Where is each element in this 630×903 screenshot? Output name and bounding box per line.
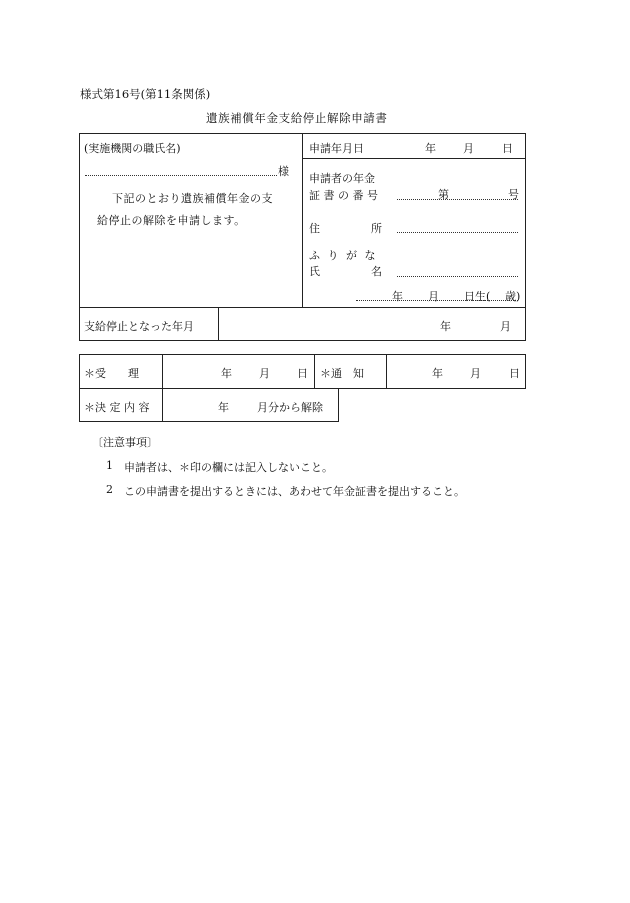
notes-heading: 〔注意事項〕 [92,436,158,449]
cert-label-line2: 証 書 の 番 号 [309,189,378,202]
honorific-sama: 様 [278,165,289,178]
suspension-label: 支給停止となった年月 [84,320,194,333]
lower-row2-right-border [338,388,339,422]
receipt-year: 年 [221,367,232,380]
decision-month-text: 月分から解除 [257,401,323,414]
application-date-year: 年 [425,142,436,155]
lower-divider-mid [314,354,315,389]
lower-row2-left-border [79,388,80,422]
name-field[interactable] [397,276,518,277]
lower-row2-bottom [79,421,339,422]
name-label-1: 氏 [309,265,320,278]
birth-year: 年 [392,290,403,303]
decision-label: ＊決 定 内 容 [84,401,150,414]
agency-name-field[interactable] [85,175,277,176]
notice-day: 日 [509,367,520,380]
notice-month: 月 [470,367,481,380]
suspension-year: 年 [440,320,451,333]
notice-label: ＊通 知 [320,367,364,380]
application-date-label: 申請年月日 [309,142,364,155]
cert-dai: 第 [438,188,449,201]
suspension-divider-vertical [218,307,219,341]
birth-day-born: 日生( [464,290,491,303]
notice-year: 年 [432,367,443,380]
cert-go: 号 [508,188,519,201]
application-date-day: 日 [502,142,513,155]
note-item-text: この申請書を提出するときには、あわせて年金証書を提出すること。 [124,485,465,498]
note-item-number: 2 [106,483,113,496]
receipt-month: 月 [259,367,270,380]
address-field[interactable] [397,232,518,233]
furigana-label: ふ り が な [309,249,378,262]
receipt-label: ＊受 理 [84,367,139,380]
birth-month: 月 [428,290,439,303]
cert-label-line1: 申請者の年金 [309,172,375,185]
date-row-divider [302,158,526,159]
suspension-row-divider [79,307,526,308]
birth-age: 歳) [505,290,521,303]
note-item-text: 申請者は、＊印の欄には記入しないこと。 [124,461,333,474]
address-label-2: 所 [371,222,382,235]
form-number: 様式第16号(第11条関係) [80,87,211,101]
name-label-2: 名 [371,265,382,278]
body-text-line1: 下記のとおり遺族補償年金の支 [112,192,273,205]
form-title: 遺族補償年金支給停止解除申請書 [206,111,388,125]
lower-divider-left [162,354,163,422]
cert-number-field[interactable] [397,199,518,200]
application-date-month: 月 [463,142,474,155]
suspension-month: 月 [500,320,511,333]
agency-label: (実施機関の職氏名) [84,142,181,155]
decision-year: 年 [218,401,229,414]
address-label-1: 住 [309,222,320,235]
receipt-day: 日 [297,367,308,380]
upper-divider-vertical [302,133,303,307]
lower-divider-right [386,354,387,389]
note-item-number: 1 [106,459,113,472]
body-text-line2: 給停止の解除を申請します。 [97,214,246,227]
